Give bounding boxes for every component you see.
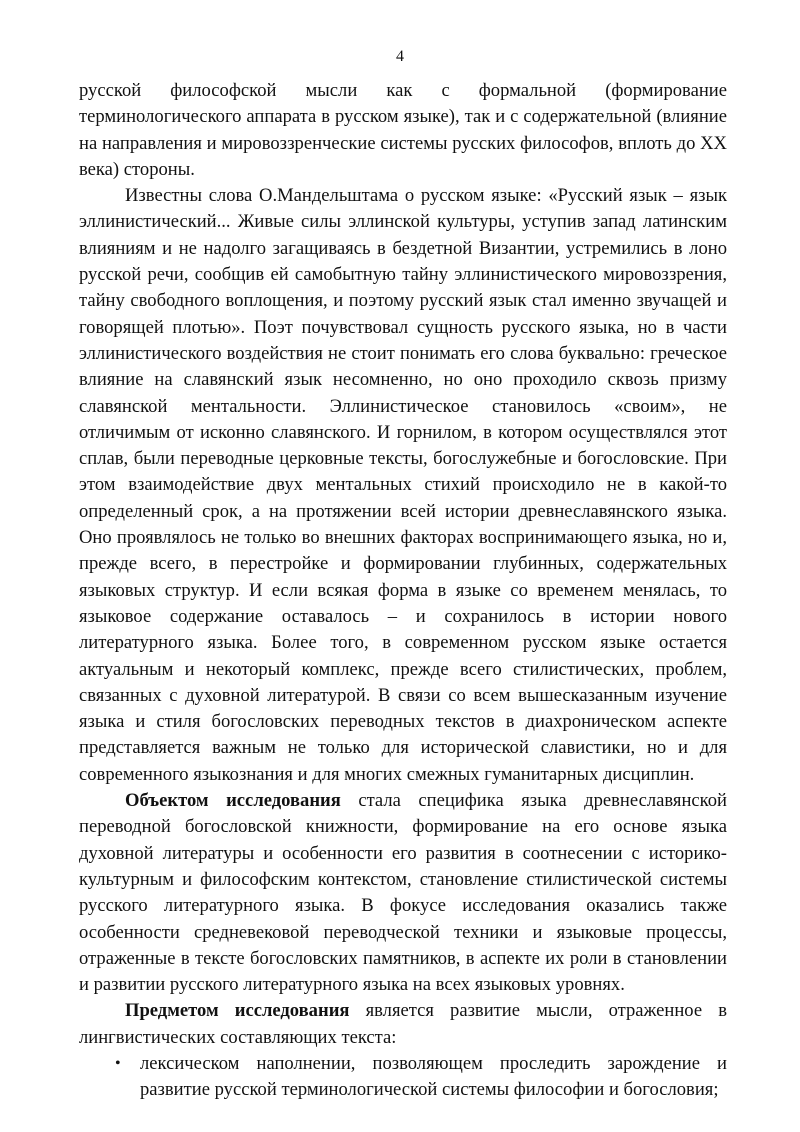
paragraph-lead-term: Объектом исследования <box>125 790 341 812</box>
paragraph-lead-term: Предметом исследования <box>125 1000 350 1022</box>
document-body <box>79 78 727 1104</box>
list-item-text: лексическом наполнении, позволяющем проследить зарождение и развитие русской терминологической системы философии и богословия; <box>140 1052 727 1101</box>
paragraph-mandelstam-quote <box>79 183 727 788</box>
paragraph-research-subject <box>79 998 727 1051</box>
paragraph-text: Известны слова О.Мандельштама о русском языке: «Русский язык – язык эллинистический... Живые силы эллинской культуры, уступив запад латинским влияниям и не надолго загащиваясь в бездетной Византии, устремились в лоно русской речи, сообщив ей самобытную тайну эллинистического мировоззрения, тайну свободного воплощения, и поэтому русский язык стал именно звучащей и говорящей плотью». Поэт почувствовал сущность русского языка, но в части эллинистического воздействия не стоит понимать его слова буквально: греческое влияние на славянский язык несомненно, но оно проходило сквозь призму славянской ментальности. Эллинистическое становилось «своим», не отличимым от исконно славянского. И горнилом, в котором осуществлялся этот сплав, были переводные церковные тексты, богослужебные и богословские. При этом взаимодействие двух ментальных стихий происходило не в какой-то определенный срок, а на протяжении всей истории древнеславянского языка. Оно проявлялось не только во внешних факторах воспринимающего языка, но и, прежде всего, в перестройке и формировании глубинных, содержательных языковых структур. И если всякая форма в языке со временем менялась, то языковое содержание оставалось – и сохранилось в истории нового литературного языка. Более того, в современном русском языке остается актуальным и некоторый комплекс, прежде всего стилистических, проблем, связанных с духовной литературой. В связи со всем вышесказанным изучение языка и стиля богословских переводных текстов в диахроническом аспекте представляется важным не только для исторической славистики, но и для современного языкознания и для многих смежных гуманитарных дисциплин. <box>79 185 727 785</box>
paragraph-text: русской философской мысли как с формальной (формирование терминологического аппарата в русском языке), так и с содержательной (влияние на направления и мировоззренческие системы русских философов, вплоть до XX века) стороны. <box>79 80 727 180</box>
bullet-list <box>79 1051 727 1104</box>
bullet-icon: • <box>115 1054 121 1072</box>
page-number: 4 <box>396 48 404 65</box>
paragraph-continuation <box>79 78 727 183</box>
paragraph-research-object <box>79 788 727 998</box>
paragraph-text: стала специфика языка древнеславянской переводной богословской книжности, формирование на его основе языка духовной литературы и особенности его развития в соотнесении с историко-культурным и философским контекстом, становление стилистической системы русского литературного языка. В фокусе исследования оказались также особенности средневековой переводческой техники и языковые процессы, отраженные в тексте богословских памятников, в аспекте их роли в становлении и развитии русского литературного языка на всех языковых уровнях. <box>79 790 727 996</box>
list-item <box>79 1051 727 1104</box>
paragraph-text: является развитие мысли, отраженное в лингвистических составляющих текста: <box>79 1000 727 1048</box>
